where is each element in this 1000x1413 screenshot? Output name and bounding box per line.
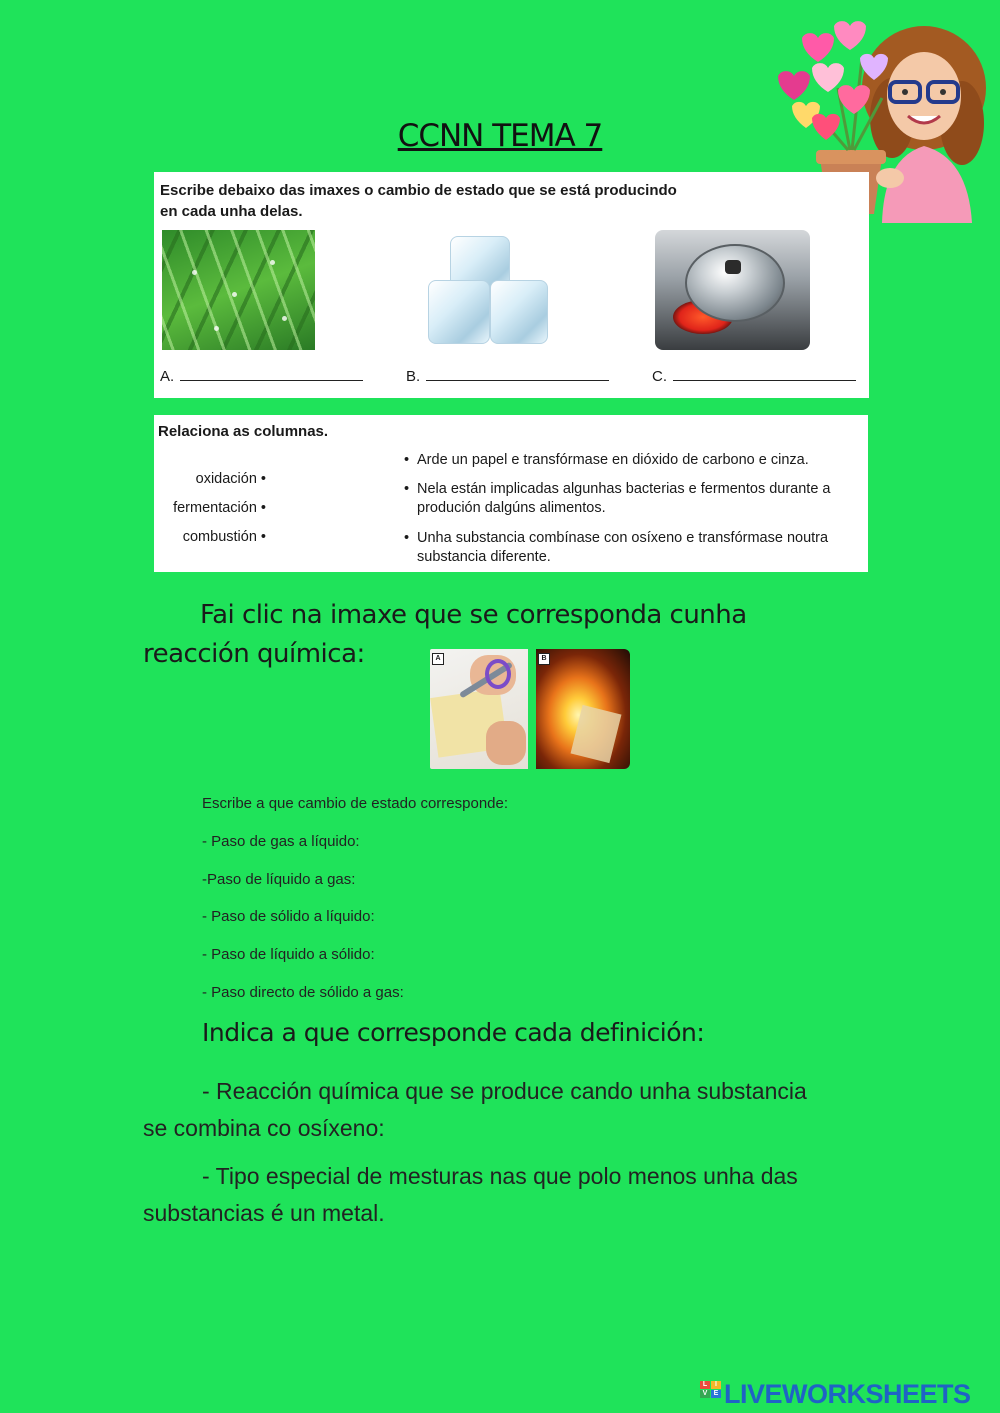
reaction-question-heading: Fai clic na imaxe que se corresponda cunha reacción química: [143,600,747,669]
term-combustion[interactable]: combustión • [182,529,266,545]
answer-a: A. [160,368,363,385]
matching-exercise-panel [154,415,868,572]
matching-instruction: Relaciona as columnas. [158,423,329,440]
answer-a-blank[interactable] [180,368,363,381]
answer-c: C. [652,368,856,385]
boiling-pot-photo-icon [655,230,810,350]
answer-b-blank[interactable] [426,368,609,381]
term-oxidacion[interactable]: oxidación • [195,471,266,487]
reaction-image-choices [430,649,630,769]
option-tag: B [538,653,550,665]
definition-question[interactable]: - Reacción química que se produce cando unha substancia se combina co osíxeno: [143,1078,807,1141]
answer-c-blank[interactable] [673,368,856,381]
definitions-heading: Indica a que corresponde cada definición: [202,1018,705,1047]
definition-item[interactable]: • Arde un papel e transfórmase en dióxido de carbono e cinza. [404,452,809,468]
answer-b: B. [406,368,609,385]
liveworksheets-logo-icon: L I V E [700,1381,722,1407]
definition-item[interactable]: • Unha substancia combínase con osíxeno e transfórmase noutra substancia diferente. [404,530,829,565]
brand-name: LIVEWORKSHEETS [724,1379,971,1409]
term-fermentacion[interactable]: fermentación • [173,500,266,516]
state-change-item[interactable]: - Paso de gas a líquido: [202,833,360,850]
exercise-instruction: Escribe debaixo das imaxes o cambio de estado que se está producindo en cada unha delas. [160,182,677,220]
page-title: CCNN TEMA 7 [397,118,603,154]
state-change-item[interactable]: - Paso directo de sólido a gas: [202,984,404,1001]
state-change-item[interactable]: - Paso de líquido a sólido: [202,946,375,963]
state-change-item[interactable]: -Paso de líquido a gas: [202,871,356,888]
ice-cubes-photo-icon [406,230,566,350]
option-tag: A [432,653,444,665]
burning-paper-photo-icon[interactable] [536,649,630,769]
state-change-intro: Escribe a que cambio de estado corresponde: [202,795,509,812]
grass-dew-photo-icon [162,230,315,350]
cutting-paper-photo-icon[interactable] [430,649,528,769]
definition-item[interactable]: • Nela están implicadas algunhas bacterias e fermentos durante a produción dalgúns alimentos. [404,481,831,516]
definition-question[interactable]: - Tipo especial de mesturas nas que polo menos unha das substancias é un metal. [143,1163,798,1226]
state-change-item[interactable]: - Paso de sólido a líquido: [202,908,375,925]
state-change-exercise-panel [154,172,869,398]
